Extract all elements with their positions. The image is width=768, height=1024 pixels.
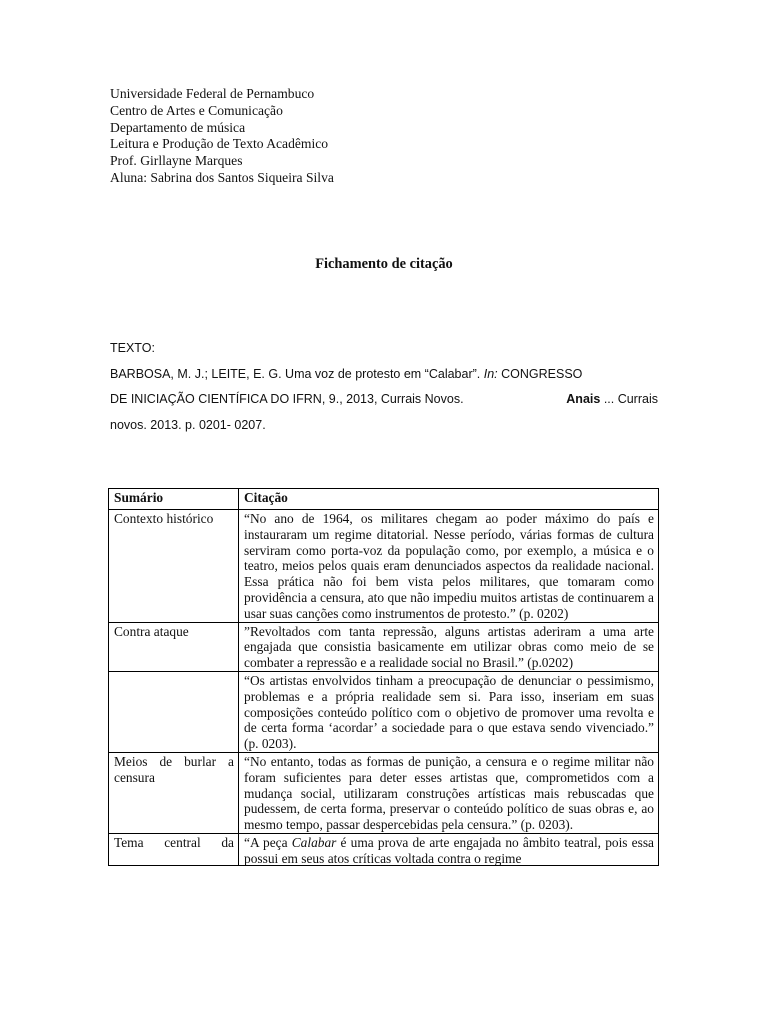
header-line-university: Universidade Federal de Pernambuco (110, 86, 315, 101)
reference-block (110, 336, 658, 438)
header-line-professor: Prof. Girllayne Marques (110, 153, 243, 169)
reference-anais: Anais (566, 392, 601, 406)
topic-cell: Contexto histórico (109, 510, 239, 623)
topic-cell (109, 833, 239, 865)
reference-city: ... Currais (603, 392, 658, 406)
reference-anais-group (566, 387, 658, 413)
quote-text (244, 835, 654, 865)
quote-cell: ”Revoltados com tanta repressão, alguns artistas aderiram a uma arte engajada que consistia basicamente em utilizar obras como meio de se combater a repressão e a realidade social no Brasil.” (p.0202) (239, 622, 659, 671)
reference-event: DE INICIAÇÃO CIENTÍFICA DO IFRN, 9., 2013, Currais Novos. (110, 392, 464, 406)
header-citation: Citação (239, 489, 659, 510)
reference-line-3: novos. 2013. p. 0201- 0207. (110, 417, 266, 432)
header-line-course: Leitura e Produção de Texto Acadêmico (110, 136, 329, 152)
topic-cell: Meios de burlar a censura (109, 752, 239, 833)
quote-start: “A peça (244, 834, 292, 850)
header-line-department: Departamento de música (110, 119, 246, 135)
table-row (109, 752, 659, 833)
table-row (109, 671, 659, 752)
topic-cell: Contra ataque (109, 622, 239, 671)
quote-cell: “Os artistas envolvidos tinham a preocupação de denunciar o pessimismo, problemas e a própria realidade sem si. Para isso, inseriam em suas composições conteúdo político com o objetivo de promover uma revolta e de certa forma ‘acordar’ a sociedade para o que estava sendo vivenciado.” (p. 0203). (239, 671, 659, 752)
topic-cell (109, 671, 239, 752)
table-header-row (109, 489, 659, 510)
document-title: Fichamento de citação (315, 256, 453, 272)
reference-line-2 (110, 387, 658, 413)
table-row (109, 622, 659, 671)
reference-label: TEXTO: (110, 341, 155, 355)
header-summary: Sumário (109, 489, 239, 510)
table-row (109, 833, 659, 865)
citation-table (108, 488, 659, 866)
institution-header (110, 86, 334, 187)
reference-in: In: (483, 366, 498, 381)
quote-cell: “No entanto, todas as formas de punição, a censura e o regime militar não foram suficientes para deter esses artistas que, comprometidos com a mudança social, utilizaram construções artísticas mais rebuscadas que pudessem, de certa forma, preservar o conteúdo político de suas obras e, ao mesmo tempo, passar despercebidas pela censura.” (p. 0203). (239, 752, 659, 833)
reference-authors-title: BARBOSA, M. J.; LEITE, E. G. Uma voz de protesto em “Calabar”. (110, 366, 484, 381)
quote-play-title: Calabar (291, 834, 337, 850)
header-line-center: Centro de Artes e Comunicação (110, 102, 283, 118)
quote-end: é uma prova de arte engajada no âmbito teatral, pois essa possui em seus atos críticas voltada contra o regime (244, 834, 654, 865)
quote-cell: “No ano de 1964, os militares chegam ao poder máximo do país e instauraram um regime ditatorial. Nesse período, várias formas de cultura serviram como porta-voz da população como, por exemplo, a música e o teatro, meios pelos quais eram denunciados aspectos da realidade nacional. Essa prática não foi bem vista pelos militares, que tomaram como providência a censura, ato que não impediu muitos artistas de continuarem a usar suas canções como instrumentos de protesto.” (p. 0202) (239, 510, 659, 623)
reference-congress: CONGRESSO (497, 366, 583, 381)
quote-cell (239, 833, 659, 865)
reference-line-1 (110, 362, 658, 388)
topic-text: Tema central da (114, 834, 234, 850)
table-row (109, 510, 659, 623)
header-line-student: Aluna: Sabrina dos Santos Siqueira Silva (110, 169, 334, 185)
